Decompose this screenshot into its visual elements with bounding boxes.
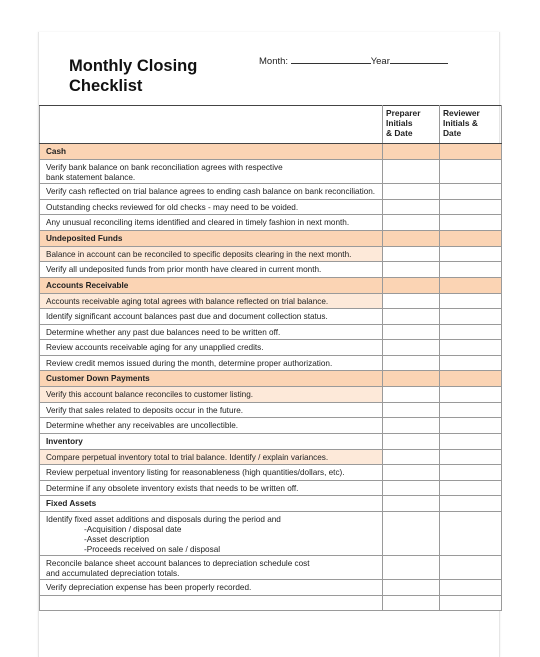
- item-text-line: Reconcile balance sheet account balances to depreciation schedule cost: [46, 559, 310, 568]
- checklist-item-row: [40, 480, 502, 496]
- checklist-item-row: [40, 262, 502, 278]
- preparer-initials-cell[interactable]: [383, 556, 440, 580]
- preparer-initials-cell[interactable]: [383, 512, 440, 556]
- reviewer-initials-cell[interactable]: [440, 246, 502, 262]
- reviewer-initials-cell[interactable]: [440, 556, 502, 580]
- checklist-item-text: [40, 340, 383, 356]
- checklist-item-text: [40, 387, 383, 403]
- checklist-item-text: [40, 449, 383, 465]
- checklist-item-text: [40, 418, 383, 434]
- item-text-line: Outstanding checks reviewed for old checks - may need to be voided.: [46, 202, 299, 212]
- checklist-item-row: [40, 246, 502, 262]
- reviewer-initials-cell[interactable]: [440, 293, 502, 309]
- checklist-item-row: [40, 199, 502, 215]
- checklist-item-row: [40, 387, 502, 403]
- checklist-item-text: [40, 480, 383, 496]
- month-label: Month:: [259, 56, 289, 67]
- preparer-initials-cell[interactable]: [383, 293, 440, 309]
- item-text-line: Any unusual reconciling items identified and cleared in timely fashion in next month.: [46, 218, 350, 227]
- item-text-line: Review accounts receivable aging for any unapplied credits.: [46, 343, 264, 352]
- reviewer-initials-cell[interactable]: [440, 580, 502, 596]
- checklist-item-row: [40, 465, 502, 481]
- section-title: Accounts Receivable: [40, 277, 383, 293]
- item-text-line: -Asset description: [84, 535, 150, 544]
- reviewer-initials-cell[interactable]: [440, 512, 502, 556]
- preparer-initials-cell[interactable]: [383, 480, 440, 496]
- preparer-cell[interactable]: [383, 433, 440, 449]
- item-text-line: Determine whether any past due balances need to be written off.: [46, 327, 281, 337]
- section-title: Undeposited Funds: [40, 230, 383, 246]
- item-text-line: Identify significant account balances past due and document collection status.: [46, 312, 328, 321]
- table-header-row: [40, 106, 502, 144]
- reviewer-initials-cell[interactable]: [440, 215, 502, 231]
- reviewer-cell[interactable]: [440, 277, 502, 293]
- year-blank[interactable]: [390, 55, 448, 64]
- item-text-line: Verify all undeposited funds from prior month have cleared in current month.: [46, 265, 322, 274]
- item-text-line: Determine whether any receivables are uncollectible.: [46, 421, 239, 430]
- preparer-cell[interactable]: [383, 277, 440, 293]
- checklist-item-row: [40, 215, 502, 231]
- section-row: [40, 277, 502, 293]
- item-text-line: Compare perpetual inventory total to trial balance. Identify / explain variances.: [46, 452, 329, 462]
- checklist-item-row: [40, 340, 502, 356]
- reviewer-initials-cell[interactable]: [440, 480, 502, 496]
- item-text-line: -Proceeds received on sale / disposal: [84, 545, 221, 554]
- checklist-table: [39, 105, 502, 611]
- checklist-item-text: [40, 355, 383, 371]
- item-text-line: Verify bank balance on bank reconciliation agrees with respective: [46, 163, 283, 172]
- checklist-item-row: [40, 556, 502, 580]
- checklist-item-text: [40, 199, 383, 215]
- reviewer-cell[interactable]: [440, 496, 502, 512]
- item-text-line: Verify that sales related to deposits occur in the future.: [46, 405, 244, 415]
- checklist-item-text: [40, 246, 383, 262]
- preparer-cell[interactable]: [383, 371, 440, 387]
- item-text-line: and accumulated depreciation totals.: [46, 569, 180, 578]
- preparer-cell[interactable]: [383, 144, 440, 160]
- section-title: Customer Down Payments: [40, 371, 383, 387]
- item-text-line: Review perpetual inventory listing for reasonableness (high quantities/dollars, etc).: [46, 468, 345, 477]
- title-line-2: Checklist: [69, 77, 143, 95]
- section-row: [40, 230, 502, 246]
- item-text-line: Identify fixed asset additions and disposals during the period and: [46, 515, 281, 524]
- reviewer-initials-cell[interactable]: [440, 402, 502, 418]
- item-text-line: Verify this account balance reconciles to customer listing.: [46, 390, 254, 399]
- item-text-line: Determine if any obsolete inventory exists that needs to be written off.: [46, 483, 299, 493]
- reviewer-initials-cell[interactable]: [440, 324, 502, 340]
- section-title: Inventory: [40, 433, 383, 449]
- item-text-line: Verify depreciation expense has been properly recorded.: [46, 583, 252, 592]
- checklist-page: [38, 32, 500, 657]
- section-row: [40, 371, 502, 387]
- preparer-initials-cell[interactable]: [383, 160, 440, 184]
- checklist-item-row: [40, 293, 502, 309]
- preparer-initials-cell[interactable]: [383, 340, 440, 356]
- reviewer-initials-cell[interactable]: [440, 355, 502, 371]
- section-title: Cash: [40, 144, 383, 160]
- reviewer-initials-cell[interactable]: [440, 199, 502, 215]
- checklist-item-row: [40, 449, 502, 465]
- preparer-initials-cell[interactable]: [383, 418, 440, 434]
- section-title: Fixed Assets: [40, 496, 383, 512]
- reviewer-initials-cell[interactable]: [440, 465, 502, 481]
- checklist-item-text: [40, 215, 383, 231]
- checklist-item-text: [40, 184, 383, 200]
- checklist-item-row: [40, 512, 502, 556]
- task-column-header: [40, 106, 383, 144]
- empty-row: [40, 595, 502, 611]
- preparer-initials-cell[interactable]: [383, 324, 440, 340]
- empty-cell[interactable]: [440, 595, 502, 611]
- checklist-item-row: [40, 160, 502, 184]
- page-title: [69, 56, 259, 96]
- item-text-line: -Acquisition / disposal date: [84, 525, 182, 534]
- checklist-item-row: [40, 402, 502, 418]
- preparer-initials-cell[interactable]: [383, 215, 440, 231]
- item-text-line: Balance in account can be reconciled to specific deposits clearing in the next month.: [46, 249, 352, 259]
- checklist-item-text: [40, 324, 383, 340]
- checklist-item-text: [40, 309, 383, 325]
- reviewer-initials-cell[interactable]: [440, 309, 502, 325]
- section-row: [40, 496, 502, 512]
- preparer-initials-cell[interactable]: [383, 246, 440, 262]
- item-text-line: Verify cash reflected on trial balance agrees to ending cash balance on bank reconciliation.: [46, 187, 376, 196]
- preparer-initials-cell[interactable]: [383, 387, 440, 403]
- preparer-initials-cell[interactable]: [383, 355, 440, 371]
- empty-cell[interactable]: [383, 595, 440, 611]
- preparer-initials-cell[interactable]: [383, 199, 440, 215]
- checklist-item-row: [40, 418, 502, 434]
- checklist-item-row: [40, 309, 502, 325]
- item-text-line: Accounts receivable aging total agrees with balance reflected on trial balance.: [46, 296, 329, 306]
- section-row: [40, 433, 502, 449]
- checklist-item-row: [40, 184, 502, 200]
- reviewer-initials-cell[interactable]: [440, 160, 502, 184]
- preparer-cell[interactable]: [383, 230, 440, 246]
- preparer-cell[interactable]: [383, 496, 440, 512]
- preparer-initials-cell[interactable]: [383, 402, 440, 418]
- reviewer-cell[interactable]: [440, 144, 502, 160]
- preparer-initials-cell[interactable]: [383, 309, 440, 325]
- title-line-1: Monthly Closing: [69, 57, 198, 75]
- checklist-item-text: [40, 580, 383, 596]
- checklist-item-row: [40, 324, 502, 340]
- preparer-initials-cell[interactable]: [383, 184, 440, 200]
- preparer-initials-cell[interactable]: [383, 262, 440, 278]
- reviewer-cell[interactable]: [440, 371, 502, 387]
- checklist-item-text: [40, 293, 383, 309]
- checklist-body: [40, 144, 502, 611]
- preparer-initials-cell[interactable]: [383, 465, 440, 481]
- preparer-initials-cell[interactable]: [383, 580, 440, 596]
- checklist-item-text: [40, 512, 383, 556]
- reviewer-initials-cell[interactable]: [440, 387, 502, 403]
- item-text-line: bank statement balance.: [46, 173, 136, 182]
- checklist-item-text: [40, 160, 383, 184]
- reviewer-cell[interactable]: [440, 230, 502, 246]
- reviewer-initials-cell[interactable]: [440, 340, 502, 356]
- year-label: Year: [370, 56, 390, 67]
- empty-cell[interactable]: [40, 595, 383, 611]
- preparer-column-header: Preparer Initials & Date: [383, 106, 440, 144]
- checklist-item-text: [40, 262, 383, 278]
- reviewer-initials-cell[interactable]: [440, 449, 502, 465]
- checklist-item-row: [40, 355, 502, 371]
- month-year-fields: [259, 55, 448, 67]
- month-blank[interactable]: [291, 55, 371, 64]
- checklist-item-text: [40, 402, 383, 418]
- checklist-item-text: [40, 465, 383, 481]
- reviewer-initials-cell[interactable]: [440, 184, 502, 200]
- checklist-item-row: [40, 580, 502, 596]
- reviewer-initials-cell[interactable]: [440, 262, 502, 278]
- reviewer-initials-cell[interactable]: [440, 418, 502, 434]
- item-text-line: Review credit memos issued during the month, determine proper authorization.: [46, 358, 333, 368]
- reviewer-cell[interactable]: [440, 433, 502, 449]
- reviewer-column-header: Reviewer Initials & Date: [440, 106, 502, 144]
- section-row: [40, 144, 502, 160]
- preparer-initials-cell[interactable]: [383, 449, 440, 465]
- checklist-item-text: [40, 556, 383, 580]
